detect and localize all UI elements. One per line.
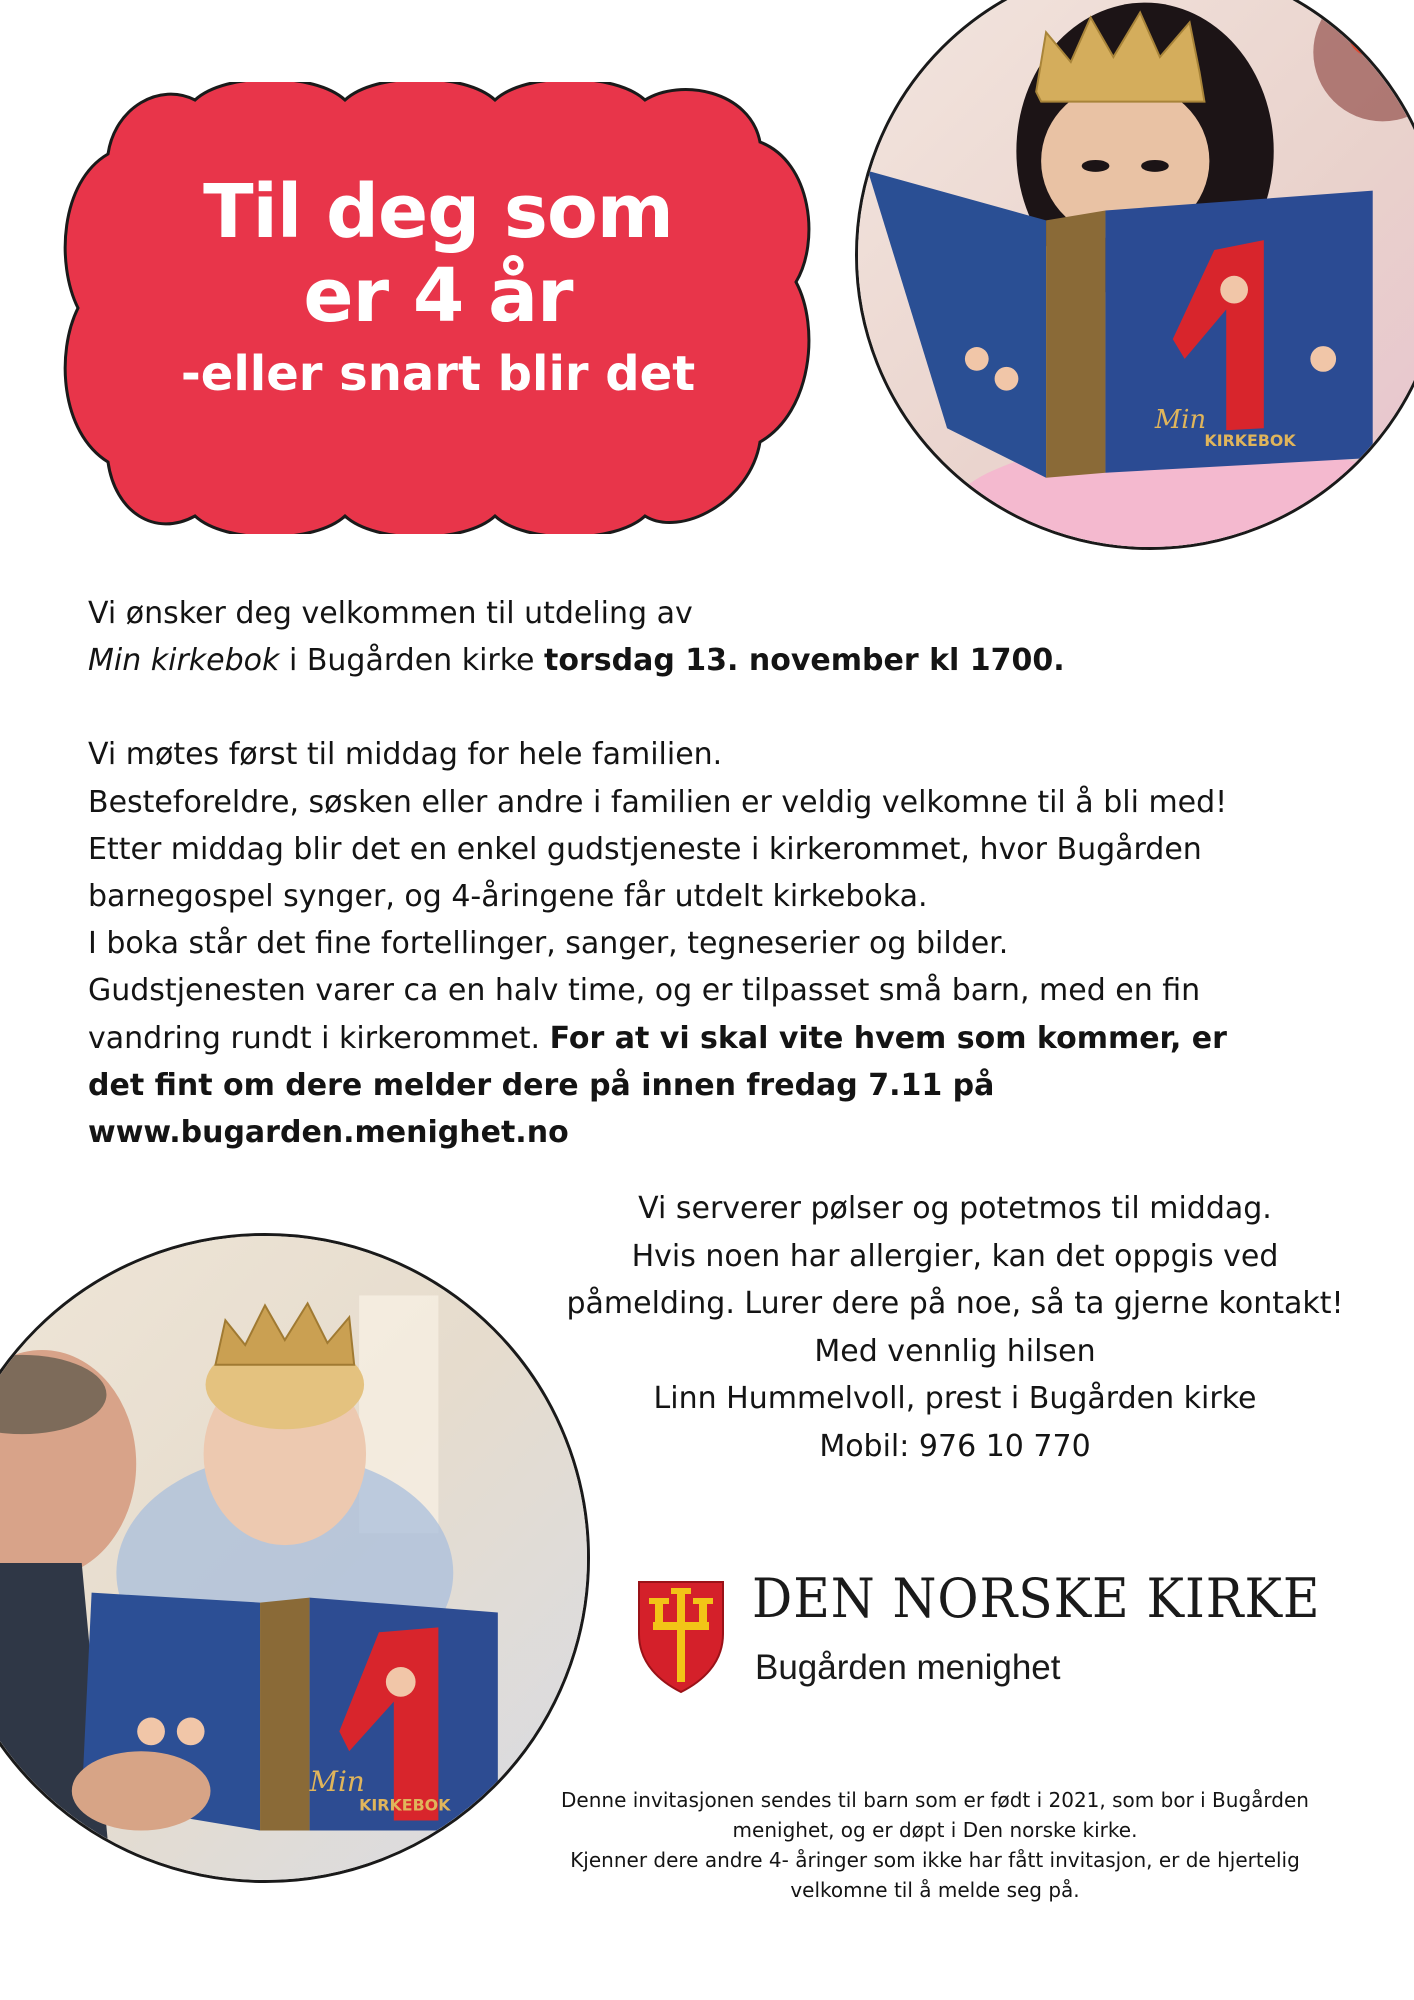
header-line-3: -eller snart blir det: [180, 346, 696, 402]
top-book-title-text: Min: [1154, 405, 1207, 436]
event-date: torsdag 13. november kl 1700.: [544, 643, 1065, 679]
photo-boy-reading: [0, 1233, 590, 1883]
photo-girl-reading: [855, 0, 1414, 550]
details-line-4: barnegospel synger, og 4-åringene får utdelt kirkeboka.: [88, 879, 928, 915]
details-line-6: Gudstjenesten varer ca en halv time, og er tilpasset små barn, med en fin: [88, 973, 1201, 1009]
parish-name: Bugården menighet: [755, 1648, 1061, 1687]
details-line-8: det fint om dere melder dere på innen fredag 7.11 på: [88, 1067, 995, 1103]
details-line-7: [88, 1015, 1328, 1062]
signature: Linn Hummelvoll, prest i Bugården kirke: [653, 1381, 1257, 1416]
top-book-sub-text: KIRKEBOK: [1204, 431, 1296, 451]
footnote-line-2: menighet, og er døpt i Den norske kirke.: [732, 1818, 1138, 1842]
dinner-line-2: Hvis noen har allergier, kan det oppgis ved: [631, 1238, 1279, 1274]
header-line-2: er 4 år: [303, 253, 573, 339]
bottom-book-sub-text: KIRKEBOK: [359, 1795, 451, 1815]
details-line-1: Vi møtes først til middag for hele familien.: [88, 737, 723, 773]
header-title: [60, 170, 816, 406]
phone-number: Mobil: 976 10 770: [819, 1428, 1091, 1464]
footnote: [505, 1785, 1365, 1905]
church-text: i Bugården kirke: [279, 643, 545, 679]
footnote-line-1: Denne invitasjonen sendes til barn som er født i 2021, som bor i Bugården: [561, 1788, 1309, 1812]
details-line-5: I boka står det fine fortellinger, sanger, tegneserier og bilder.: [88, 926, 1009, 962]
intro-line-2: [88, 637, 1328, 684]
details-line-7-plain: vandring rundt i kirkerommet.: [88, 1020, 550, 1056]
footnote-line-4: velkomne til å melde seg på.: [790, 1878, 1080, 1902]
website-link[interactable]: www.bugarden.menighet.no: [88, 1115, 569, 1151]
dinner-line-1: Vi serverer pølser og potetmos til middag.: [638, 1191, 1272, 1226]
details-line-3: Etter middag blir det en enkel gudstjeneste i kirkerommet, hvor Bugården: [88, 831, 1202, 867]
intro-line-1: Vi ønsker deg velkommen til utdeling av: [88, 596, 693, 631]
greeting: Med vennlig hilsen: [814, 1333, 1096, 1369]
book-title: Min kirkebok: [88, 643, 280, 679]
header-line-1: Til deg som: [203, 169, 673, 255]
details-line-7-bold: For at vi skal vite hvem som kommer, er: [549, 1020, 1227, 1056]
dinner-line-3: påmelding. Lurer dere på noe, så ta gjerne kontakt!: [566, 1286, 1344, 1321]
church-shield-icon: [635, 1578, 727, 1694]
details-line-2: Besteforeldre, søsken eller andre i familien er veldig velkomne til å bli med!: [88, 784, 1228, 820]
church-name: DEN NORSKE KIRKE: [752, 1567, 1321, 1630]
bottom-book-title-text: Min: [309, 1764, 365, 1798]
dinner-contact-block: [525, 1185, 1385, 1470]
footnote-line-3: Kjenner dere andre 4- åringer som ikke har fått invitasjon, er de hjertelig: [570, 1848, 1300, 1872]
invitation-body: [88, 590, 1328, 1156]
